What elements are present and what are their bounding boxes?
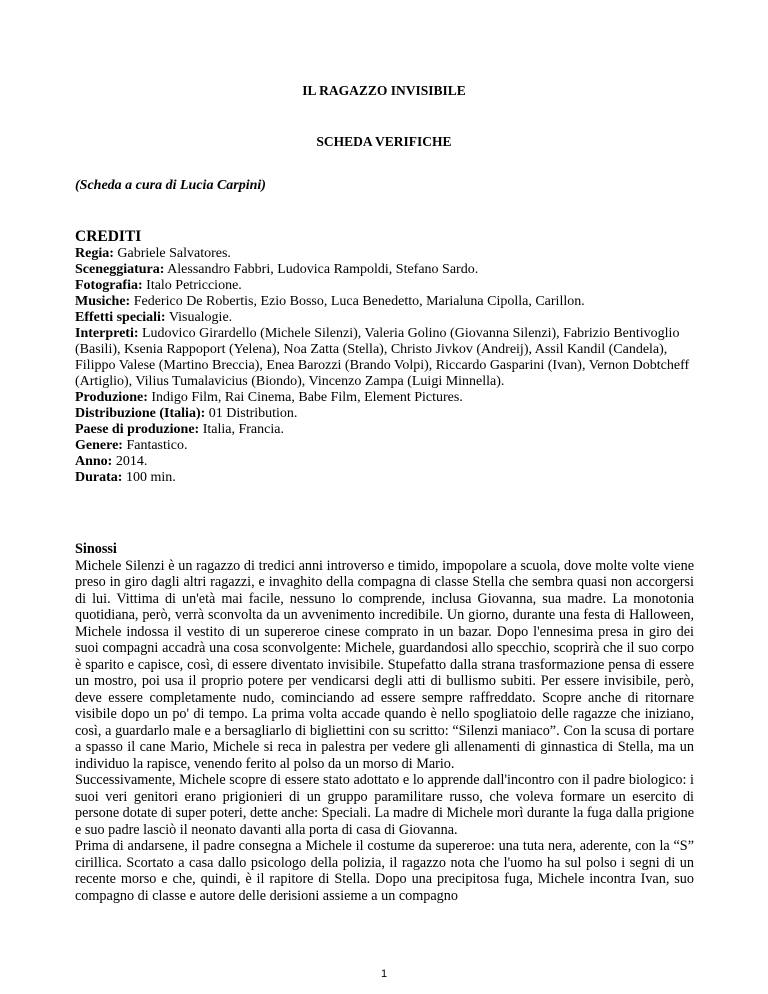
credit-line-interpreti <box>75 326 695 390</box>
credits-section <box>75 228 695 486</box>
synopsis-paragraph: Successivamente, Michele scopre di essere stato adottato e lo apprende dall'incontro con il padre biologico: i suoi veri genitori erano prigionieri di un gruppo paramilitare russo, che voleva formare un esercito di persone dotate di super poteri, dette anche: Speciali. La madre di Michele morì durante la fuga dalla prigione e suo padre lasciò il neonato davanti alla porta di casa di Giovanna. <box>75 772 694 838</box>
credit-line-sceneggiatura <box>75 262 695 278</box>
curator-note: (Scheda a cura di Lucia Carpini) <box>75 178 266 193</box>
credit-label: Genere: <box>75 438 123 453</box>
document-title: IL RAGAZZO INVISIBILE <box>302 83 466 98</box>
credit-value: Alessandro Fabbri, Ludovica Rampoldi, Stefano Sardo. <box>164 262 479 277</box>
synopsis-section <box>75 541 694 904</box>
credit-value: 2014. <box>112 454 148 469</box>
synopsis-paragraph: Michele Silenzi è un ragazzo di tredici anni introverso e timido, impopolare a scuola, dove molte volte viene preso in giro dagli altri ragazzi, e invaghito della compagna di classe Stella che sembra quasi non accorgersi di lui. Vittima di un'età mai facile, nessuno lo comprende, inclusa Giovanna, sua madre. La monotonia quotidiana, però, verrà sconvolta da un avvenimento incredibile. Un giorno, durante una festa di Halloween, Michele indossa il vestito di un supereroe cinese comprato in un bazar. Dopo l'ennesima presa in giro dei suoi compagni accadrà una cosa sconvolgente: Michele, guardandosi allo specchio, scoprirà che il suo corpo è sparito e capisce, così, di essere diventato invisibile. Stupefatto dalla strana trasformazione pensa di essere un mostro, poi usa il proprio potere per vendicarsi degli atti di bullismo subiti. Per essere invisibile, però, deve essere completamente nudo, cominciando ad essere sempre raffreddato. Scopre anche di ritornare visibile dopo un po' di tempo. La prima volta accade quando è nello spogliatoio delle ragazze che iniziano, così, a guardarlo male e a bersagliarlo di bigliettini con su scritto: “Silenzi maniaco”. Con la scusa di portare a spasso il cane Mario, Michele si reca in palestra per vedere gli allenamenti di ginnastica di Stella, ma un individuo la rapisce, venendo ferito al polso da un morso di Mario. <box>75 557 694 772</box>
credit-label: Durata: <box>75 470 123 485</box>
credit-line-fotografia <box>75 278 695 294</box>
credit-label: Interpreti: <box>75 326 139 341</box>
credit-label: Produzione: <box>75 390 148 405</box>
credit-value: Ludovico Girardello (Michele Silenzi), Valeria Golino (Giovanna Silenzi), Fabrizio Bentivoglio (Basili), Ksenia Rappoport (Yelena), Noa Zatta (Stella), Christo Jivkov (Andreij), Assil Kandil (Candela), Filippo Valese (Martino Breccia), Enea Barozzi (Brando Volpi), Riccardo Gasparini (Ivan), Vernon Dobtcheff (Artiglio), Vilius Tumalavicius (Biondo), Vincenzo Zampa (Luigi Minnella). <box>75 326 690 389</box>
credit-label: Paese di produzione: <box>75 422 200 437</box>
credit-line-distribuzione <box>75 406 695 422</box>
credit-value: Gabriele Salvatores. <box>113 246 231 261</box>
credit-line-effetti-speciali <box>75 310 695 326</box>
document-subtitle: SCHEDA VERIFICHE <box>316 134 452 149</box>
credit-label: Musiche: <box>75 294 131 309</box>
credit-value: Visualogie. <box>165 310 233 325</box>
credit-line-produzione <box>75 390 695 406</box>
credit-line-regia <box>75 246 695 262</box>
credit-label: Effetti speciali: <box>75 310 166 325</box>
credit-value: 01 Distribution. <box>205 406 298 421</box>
page-number: 1 <box>380 968 388 980</box>
synopsis-heading: Sinossi <box>75 541 117 557</box>
credit-line-durata <box>75 470 695 486</box>
credit-line-musiche <box>75 294 695 310</box>
credit-value: Fantastico. <box>122 438 188 453</box>
credit-value: Italo Petriccione. <box>142 278 242 293</box>
credit-label: Regia: <box>75 246 114 261</box>
credit-value: Italia, Francia. <box>199 422 284 437</box>
credit-label: Anno: <box>75 454 113 469</box>
credit-value: 100 min. <box>122 470 176 485</box>
credit-line-paese <box>75 422 695 438</box>
synopsis-paragraph: Prima di andarsene, il padre consegna a Michele il costume da supereroe: una tuta nera, aderente, con la “S” cirillica. Scortato a casa dallo psicologo della polizia, il ragazzo nota che l'uomo ha sul polso i segni di un recente morso e che, quindi, è il rapitore di Stella. Dopo una precipitosa fuga, Michele incontra Ivan, suo compagno di classe e autore delle derisioni assieme a un compagno <box>75 838 694 904</box>
credit-label: Fotografia: <box>75 278 143 293</box>
credit-label: Distribuzione (Italia): <box>75 406 206 421</box>
credit-label: Sceneggiatura: <box>75 262 165 277</box>
credit-value: Federico De Robertis, Ezio Bosso, Luca Benedetto, Marialuna Cipolla, Carillon. <box>130 294 585 309</box>
credit-line-anno <box>75 454 695 470</box>
credits-heading: CREDITI <box>75 228 142 245</box>
credit-line-genere <box>75 438 695 454</box>
credit-value: Indigo Film, Rai Cinema, Babe Film, Element Pictures. <box>147 390 463 405</box>
